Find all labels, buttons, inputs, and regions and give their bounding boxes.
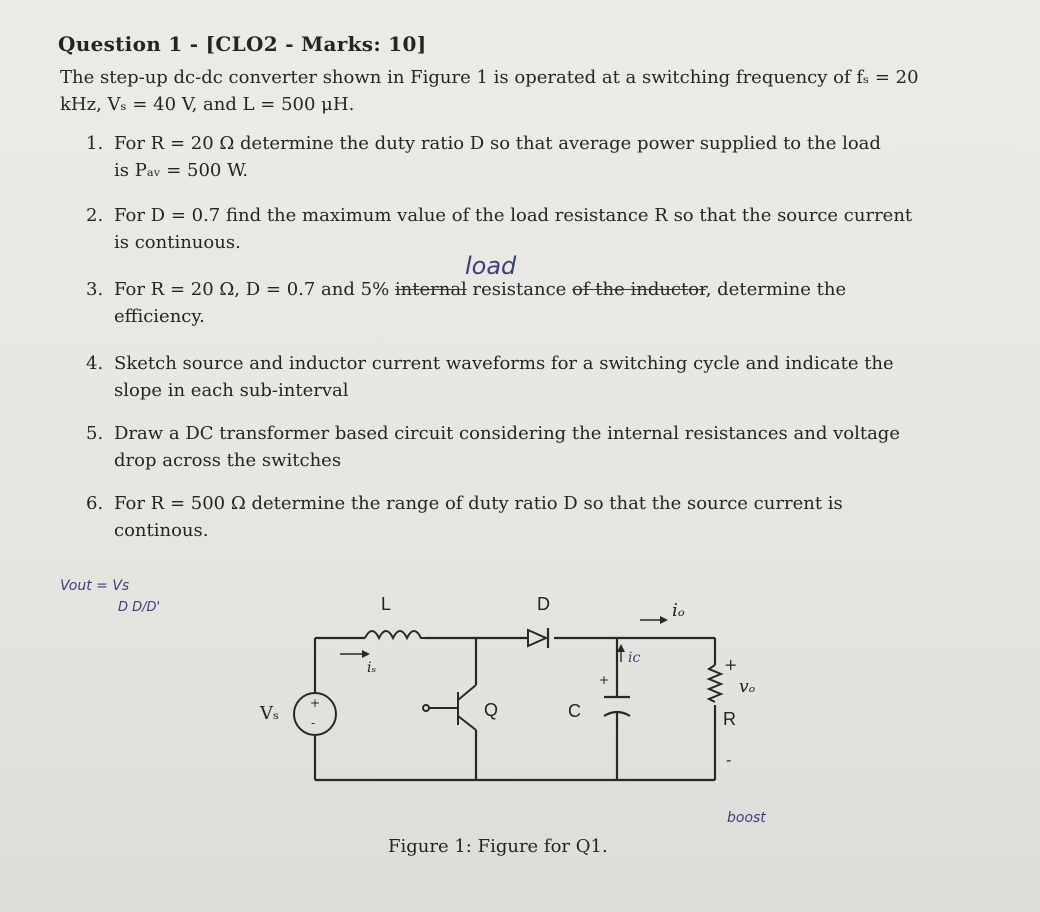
capacitor-current-arrow-icon <box>617 644 625 662</box>
item-3-strike-internal: internal <box>394 279 467 300</box>
item-1-line-1: For R = 20 Ω determine the duty ratio D so that average power supplied to the load <box>114 133 881 154</box>
item-4-line-1: Sketch source and inductor current waveforms for a switching cycle and indicate the <box>114 353 894 374</box>
item-3-strike-inductor: of the inductor <box>572 279 706 300</box>
capacitor-current-label: ic <box>628 650 641 666</box>
item-5-line-1: Draw a DC transformer based circuit considering the internal resistances and voltage <box>114 423 900 444</box>
item-number: 1. <box>86 133 104 154</box>
item-6-line-2: continous. <box>114 520 209 541</box>
handwritten-boost-note: boost <box>727 810 766 826</box>
item-number: 4. <box>86 353 104 374</box>
output-minus-sign: - <box>726 750 732 769</box>
switch-label: Q <box>484 700 499 720</box>
item-number: 6. <box>86 493 104 514</box>
resistor-symbol <box>709 665 721 702</box>
item-number: 2. <box>86 205 104 226</box>
output-current-label: iₒ <box>672 600 685 621</box>
diode-symbol <box>528 628 548 648</box>
handwritten-load-note: load <box>465 252 517 280</box>
item-3-text-a: For R = 20 Ω, D = 0.7 and 5% <box>114 279 395 300</box>
item-6-line-1: For R = 500 Ω determine the range of duty ratio D so that the source current is <box>114 493 843 514</box>
capacitor-plus-sign: + <box>599 673 610 687</box>
item-3-text-c: , determine the <box>705 279 847 300</box>
boost-converter-circuit <box>250 580 770 820</box>
question-header: Question 1 - [CLO2 - Marks: 10] <box>58 32 427 56</box>
figure-caption: Figure 1: Figure for Q1. <box>388 836 608 857</box>
item-2-line-2: is continuous. <box>114 232 241 253</box>
capacitor-label: C <box>568 701 581 721</box>
item-3-line-2: efficiency. <box>114 306 205 327</box>
intro-line-1: The step-up dc-dc converter shown in Figure 1 is operated at a switching frequency of fₛ = 20 <box>60 67 919 88</box>
item-3-line-1 <box>114 276 944 303</box>
item-number: 5. <box>86 423 104 444</box>
item-number: 3. <box>86 279 104 300</box>
intro-line-2: kHz, Vₛ = 40 V, and L = 500 μH. <box>60 94 355 115</box>
inductor-label: L <box>381 594 392 614</box>
question-intro <box>60 64 940 118</box>
output-current-arrow-icon <box>640 616 668 624</box>
item-4-line-2: slope in each sub-interval <box>114 380 349 401</box>
handwritten-fraction-note: D D/D' <box>118 600 161 615</box>
source-minus-sign: - <box>311 716 316 730</box>
item-3-text-b: resistance <box>466 279 573 300</box>
item-5-line-2: drop across the switches <box>114 450 342 471</box>
transistor-switch-icon <box>423 685 476 730</box>
output-plus-sign: + <box>724 655 738 674</box>
output-voltage-label: vₒ <box>739 677 756 697</box>
resistor-label: R <box>723 709 736 729</box>
handwritten-vout-formula: Vout = Vs <box>60 578 130 594</box>
item-2-line-1: For D = 0.7 find the maximum value of the load resistance R so that the source current <box>114 205 913 226</box>
input-current-label: iₛ <box>367 660 377 676</box>
source-plus-sign: + <box>310 696 321 710</box>
inductor-coil <box>365 631 425 638</box>
item-1-line-2: is Pₐᵥ = 500 W. <box>114 160 249 181</box>
source-voltage-label: Vₛ <box>260 703 280 724</box>
input-current-arrow-icon <box>340 650 370 658</box>
diode-label: D <box>537 594 550 614</box>
